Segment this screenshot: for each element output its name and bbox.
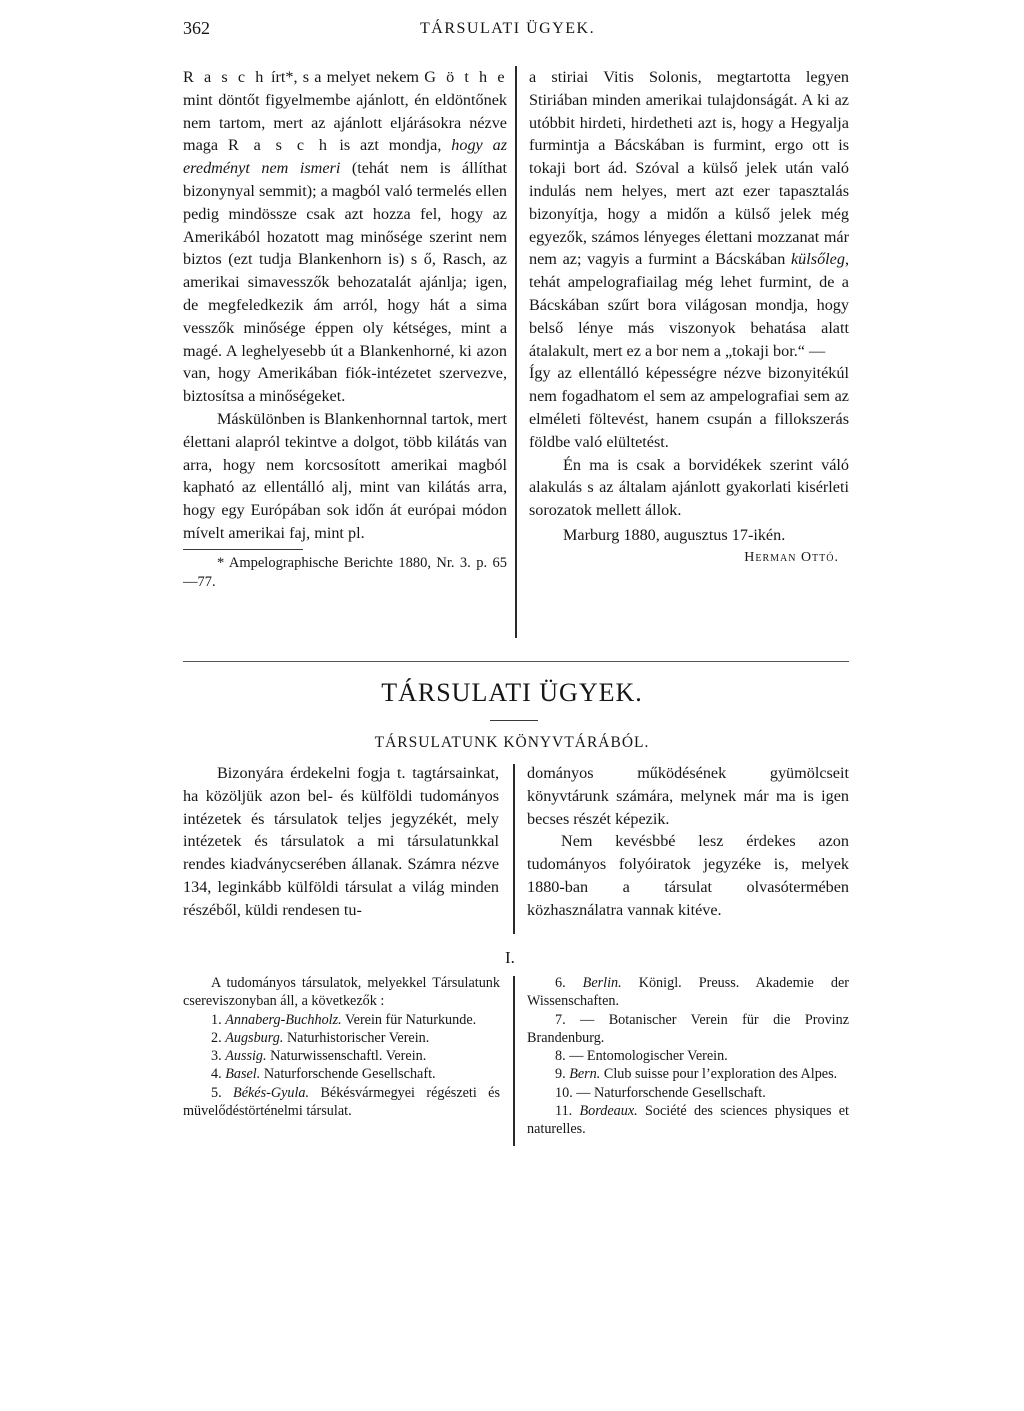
- society-list-right: [527, 974, 849, 1139]
- section-paragraph-1: Bizonyára érdekelni fogja t. tagtársainkat, ha közöljük azon bel- és külföldi tudományos intézetek és társulatok teljes jegyzékét, mely intézetek és társulatok a mi társulatunkkal rendes kiadványcserében állanak. Számra nézve 134, leginkább külföldi társulat a világ minden részéből, küldi rendesen tu-: [183, 764, 499, 919]
- list-column-divider: [513, 976, 515, 1146]
- item-name: Verein für Naturkunde.: [344, 1011, 477, 1028]
- section-paragraph-3: Nem kevésbbé lesz érdekes azon tudományos folyóiratok jegyzéke is, melyek 1880-ban a társulat olvasótermében közhasználatra vannak kitéve.: [527, 832, 849, 919]
- item-number: 1.: [211, 1011, 222, 1028]
- list-intro: A tudományos társulatok, melyekkel Társulatunk csereviszonyban áll, a következők :: [183, 975, 500, 1010]
- society-list-left: [183, 974, 500, 1120]
- item-city: Aussig.: [225, 1048, 267, 1065]
- list-item: [527, 1102, 849, 1139]
- author-signature: Herman Ottó.: [744, 549, 839, 565]
- article-right-column: [529, 66, 849, 570]
- item-number: 10.: [555, 1084, 573, 1101]
- item-number: 6.: [555, 975, 566, 991]
- item-name: — Naturforschende Gesellschaft.: [576, 1084, 766, 1101]
- spaced-name: G ö t h e: [424, 68, 508, 86]
- item-name: Naturhistorischer Verein.: [286, 1029, 430, 1046]
- running-head: [0, 18, 1024, 48]
- text-run: is azt mondja,: [329, 136, 452, 155]
- text-run: mint döntőt figyelmembe ajánlott, én eldöntőnek nem tartom, mert az ajánlott eljárásokra nézve maga: [183, 90, 507, 155]
- item-number: 7.: [555, 1011, 566, 1028]
- list-item: [527, 1065, 849, 1083]
- page-number: 362: [183, 18, 210, 38]
- item-name: — Botanischer Verein für die Provinz Brandenburg.: [527, 1011, 849, 1046]
- item-number: 3.: [211, 1048, 222, 1065]
- text-run: írt*, s a melyet nekem: [265, 68, 425, 86]
- item-number: 11.: [555, 1103, 573, 1120]
- title-rule: [490, 720, 538, 721]
- article-paragraph-2: Máskülönben is Blankenhornnal tartok, mert élettani alapról tekintve a dolgot, több kilátás van arra, hogy nem korcsosított amerikai magból kapható az ellentálló alj, mint van kilátás arra, hogy egy Európában sok időn át európai módon mívelt amerikai faj, mint pl.: [183, 409, 507, 542]
- item-city: Augsburg.: [225, 1029, 284, 1046]
- article-paragraph-1: [183, 66, 507, 408]
- section-left-column: [183, 762, 499, 922]
- item-city: Berlin.: [582, 975, 622, 991]
- dateline: Marburg 1880, augusztus 17-ikén.: [563, 525, 786, 544]
- item-name: — Entomologischer Verein.: [569, 1048, 728, 1065]
- article-paragraph-4: Így az ellentálló képességre nézve bizonyitékúl nem fogadhatom el sem az ampelografiai sem az elméleti föltevést, hanem csupán a fillokszerás földbe való elültetést.: [529, 364, 849, 451]
- list-item: [183, 1065, 500, 1083]
- item-name: Békésvármegyei régészeti és müvelődéstörténelmi társulat.: [183, 1084, 501, 1120]
- article-paragraph-5: Én ma is csak a borvidékek szerint váló alakulás s az általam ajánlott gyakorlati kisérleti sorozatok mellett állok.: [529, 455, 849, 520]
- list-item: [183, 1011, 500, 1029]
- item-city: Annaberg-Buchholz.: [225, 1011, 342, 1028]
- italic-run: hogy az eredményt nem ismeri: [183, 136, 507, 178]
- item-city: Basel.: [225, 1066, 261, 1083]
- text-run: , tehát ampelografiailag még lehet furmint, de a Bácskában szűrt bora világosan mondja, hogy belső lénye más viszonyok behatása alatt átalakult, mert ez a bor nem a „tokaji bor.“ —: [529, 250, 849, 360]
- footnote-rule: [183, 549, 303, 550]
- list-item: [527, 1047, 849, 1065]
- item-name: Naturforschende Gesellschaft.: [263, 1066, 436, 1083]
- section-title: TÁRSULATI ÜGYEK.: [381, 678, 643, 707]
- item-number: 2.: [211, 1029, 222, 1046]
- item-city: Bern.: [569, 1066, 601, 1083]
- item-number: 8.: [555, 1048, 566, 1065]
- spaced-name: R a s c h: [227, 136, 330, 155]
- item-name: Naturwissenschaftl. Verein.: [270, 1048, 427, 1065]
- spaced-name: R a s c h: [183, 68, 266, 86]
- footnote: * Ampelographische Berichte 1880, Nr. 3. p. 65—77.: [183, 554, 507, 590]
- column-divider: [515, 66, 517, 638]
- section-subtitle: TÁRSULATUNK KÖNYVTÁRÁBÓL.: [374, 734, 650, 751]
- text-run: a stiriai Vitis Solonis, megtartotta legyen Stiriában minden amerikai tulajdonságát. A ki az utóbbit hirdeti, hirdetheti azt is, hogy a Hegyalja furmintja a Bácskában is furmint, ergo ott is tokaji bort ád. Szóval a külső jelek után való indulás nem helyes, mert azt ezer tapasztalás bizonyítja, hogy a midőn a külső jelek még egyezők, számos lényeges élettani mozzanat már nem az; vagyis a furmint a Bácskában: [529, 68, 849, 269]
- list-item: [183, 1084, 500, 1121]
- list-numeral: I.: [505, 948, 515, 967]
- article-left-column: [183, 66, 507, 592]
- item-name: Club suisse pour l’exploration des Alpes.: [603, 1066, 838, 1083]
- text-run: (tehát nem is állíthat bizonynyal semmit); a magból való termelés ellen pedig mindössze csak azt hozza fel, hogy az Amerikából hozatott mag minősége szerint nem biztos (ezt tudja Blankenhorn is) s ő, Rasch, az amerikai simavesszők behozatalát ajánlja; igen, de megfeledkezik ám arról, hogy hát a sima vesszők minősége éppen oly kétséges, mint a magé. A leghelyesebb út a Blankenhorné, ki azon van, hogy Amerikában fiók-intézetet szervezve, biztosítsa a minőségeket.: [183, 159, 507, 406]
- running-title: TÁRSULATI ÜGYEK.: [420, 20, 596, 37]
- section-column-divider: [513, 764, 515, 934]
- section-separator: [183, 661, 849, 662]
- item-name: Société des sciences physiques et naturelles.: [527, 1103, 849, 1138]
- section-paragraph-2: dományos működésének gyümölcseit könyvtárunk számára, melynek már ma is igen becses részét képezik.: [527, 764, 849, 828]
- section-right-column: [527, 762, 849, 922]
- item-number: 5.: [211, 1084, 222, 1101]
- list-item: [183, 1029, 500, 1047]
- article-paragraph-3: [529, 66, 849, 362]
- list-item: [527, 1011, 849, 1048]
- item-number: 4.: [211, 1066, 222, 1083]
- item-city: Békés-Gyula.: [233, 1084, 310, 1101]
- list-item: [183, 1047, 500, 1065]
- item-name: Königl. Preuss. Akademie der Wissenschaften.: [527, 975, 849, 1010]
- item-number: 9.: [555, 1066, 566, 1083]
- list-item: [527, 1084, 849, 1102]
- list-item: [527, 974, 849, 1011]
- item-city: Bordeaux.: [579, 1103, 638, 1120]
- italic-run: külsőleg: [791, 250, 845, 269]
